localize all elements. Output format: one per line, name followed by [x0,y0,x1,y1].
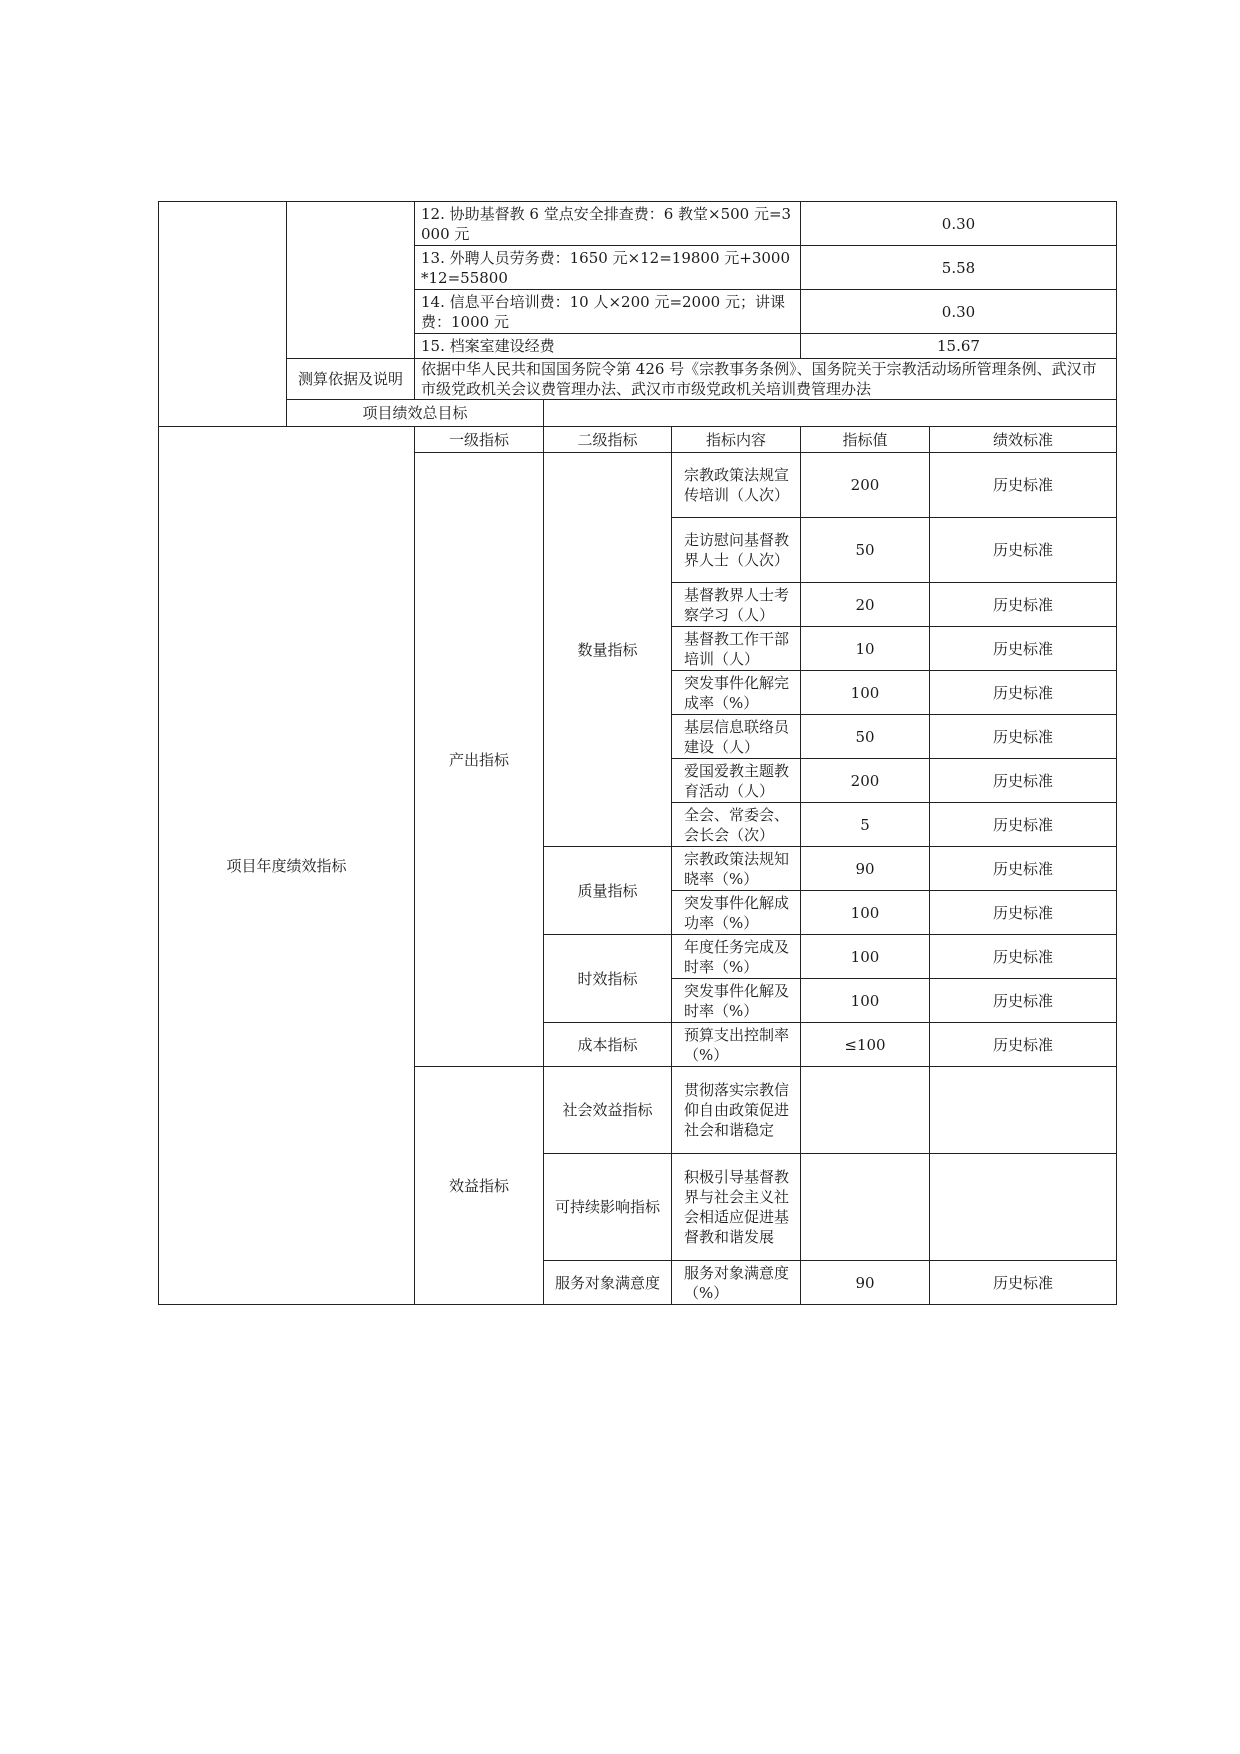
indicator-value: 5 [801,803,930,847]
indicator-standard: 历史标准 [930,518,1117,583]
indicator-standard: 历史标准 [930,803,1117,847]
header-value: 指标值 [801,427,930,453]
indicator-value: 100 [801,935,930,979]
indicator-value: 100 [801,979,930,1023]
indicator-content: 预算支出控制率（%） [672,1023,801,1067]
budget-amount: 15.67 [801,334,1117,359]
indicator-standard: 历史标准 [930,759,1117,803]
indicator-standard: 历史标准 [930,1261,1117,1305]
indicator-standard: 历史标准 [930,453,1117,518]
blank-cell [159,202,287,427]
indicator-content: 基督教工作干部培训（人） [672,627,801,671]
indicator-content: 基督教界人士考察学习（人） [672,583,801,627]
indicator-standard: 历史标准 [930,935,1117,979]
budget-item: 14. 信息平台培训费：10 人×200 元=2000 元；讲课费：1000 元 [415,290,801,334]
indicator-content: 宗教政策法规知晓率（%） [672,847,801,891]
indicator-value: 50 [801,518,930,583]
level2-quality: 质量指标 [544,847,672,935]
indicator-standard: 历史标准 [930,715,1117,759]
indicator-standard: 历史标准 [930,979,1117,1023]
overall-goal-value [544,400,1117,427]
indicator-value [801,1154,930,1261]
indicator-value: 90 [801,1261,930,1305]
header-content: 指标内容 [672,427,801,453]
budget-item: 12. 协助基督教 6 堂点安全排查费：6 教堂×500 元=3000 元 [415,202,801,246]
budget-amount: 0.30 [801,202,1117,246]
overall-goal-label: 项目绩效总目标 [287,400,544,427]
indicator-content: 积极引导基督教界与社会主义社会相适应促进基督教和谐发展 [672,1154,801,1261]
indicator-content: 服务对象满意度（%） [672,1261,801,1305]
indicator-value: 200 [801,759,930,803]
indicator-value: 50 [801,715,930,759]
header-standard: 绩效标准 [930,427,1117,453]
indicator-content: 突发事件化解及时率（%） [672,979,801,1023]
indicator-standard: 历史标准 [930,583,1117,627]
budget-item: 13. 外聘人员劳务费：1650 元×12=19800 元+3000*12=55800 [415,246,801,290]
indicator-content: 走访慰问基督教界人士（人次） [672,518,801,583]
budget-row [159,202,1117,246]
indicator-standard: 历史标准 [930,847,1117,891]
indicator-content: 年度任务完成及时率（%） [672,935,801,979]
level1-benefit: 效益指标 [415,1067,544,1305]
level2-sustainable: 可持续影响指标 [544,1154,672,1261]
indicator-standard [930,1067,1117,1154]
indicator-content: 突发事件化解成功率（%） [672,891,801,935]
indicator-content: 宗教政策法规宣传培训（人次） [672,453,801,518]
indicator-value: 20 [801,583,930,627]
indicator-standard: 历史标准 [930,627,1117,671]
indicator-value: 200 [801,453,930,518]
level2-timeliness: 时效指标 [544,935,672,1023]
indicator-value: ≤100 [801,1023,930,1067]
indicator-value: 10 [801,627,930,671]
indicator-section-label: 项目年度绩效指标 [159,427,415,1305]
level2-quantity: 数量指标 [544,453,672,847]
indicator-standard [930,1154,1117,1261]
indicator-header-row [159,427,1117,453]
level1-output: 产出指标 [415,453,544,1067]
header-level1: 一级指标 [415,427,544,453]
indicator-content: 突发事件化解完成率（%） [672,671,801,715]
budget-amount: 0.30 [801,290,1117,334]
performance-table [158,201,1117,1305]
budget-item: 15. 档案室建设经费 [415,334,801,359]
level2-satisfaction: 服务对象满意度 [544,1261,672,1305]
blank-cell [287,202,415,359]
indicator-standard: 历史标准 [930,1023,1117,1067]
overall-goal-row [159,400,1117,427]
indicator-standard: 历史标准 [930,891,1117,935]
indicator-value: 90 [801,847,930,891]
basis-label: 测算依据及说明 [287,359,415,400]
indicator-standard: 历史标准 [930,671,1117,715]
basis-text: 依据中华人民共和国国务院令第 426 号《宗教事务条例》、国务院关于宗教活动场所管理条例、武汉市市级党政机关会议费管理办法、武汉市市级党政机关培训费管理办法 [415,359,1117,400]
header-level2: 二级指标 [544,427,672,453]
indicator-value [801,1067,930,1154]
basis-row [159,359,1117,400]
budget-amount: 5.58 [801,246,1117,290]
indicator-content: 全会、常委会、会长会（次） [672,803,801,847]
indicator-value: 100 [801,671,930,715]
level2-cost: 成本指标 [544,1023,672,1067]
indicator-content: 基层信息联络员建设（人） [672,715,801,759]
indicator-value: 100 [801,891,930,935]
level2-social: 社会效益指标 [544,1067,672,1154]
indicator-content: 贯彻落实宗教信仰自由政策促进社会和谐稳定 [672,1067,801,1154]
indicator-content: 爱国爱教主题教育活动（人） [672,759,801,803]
